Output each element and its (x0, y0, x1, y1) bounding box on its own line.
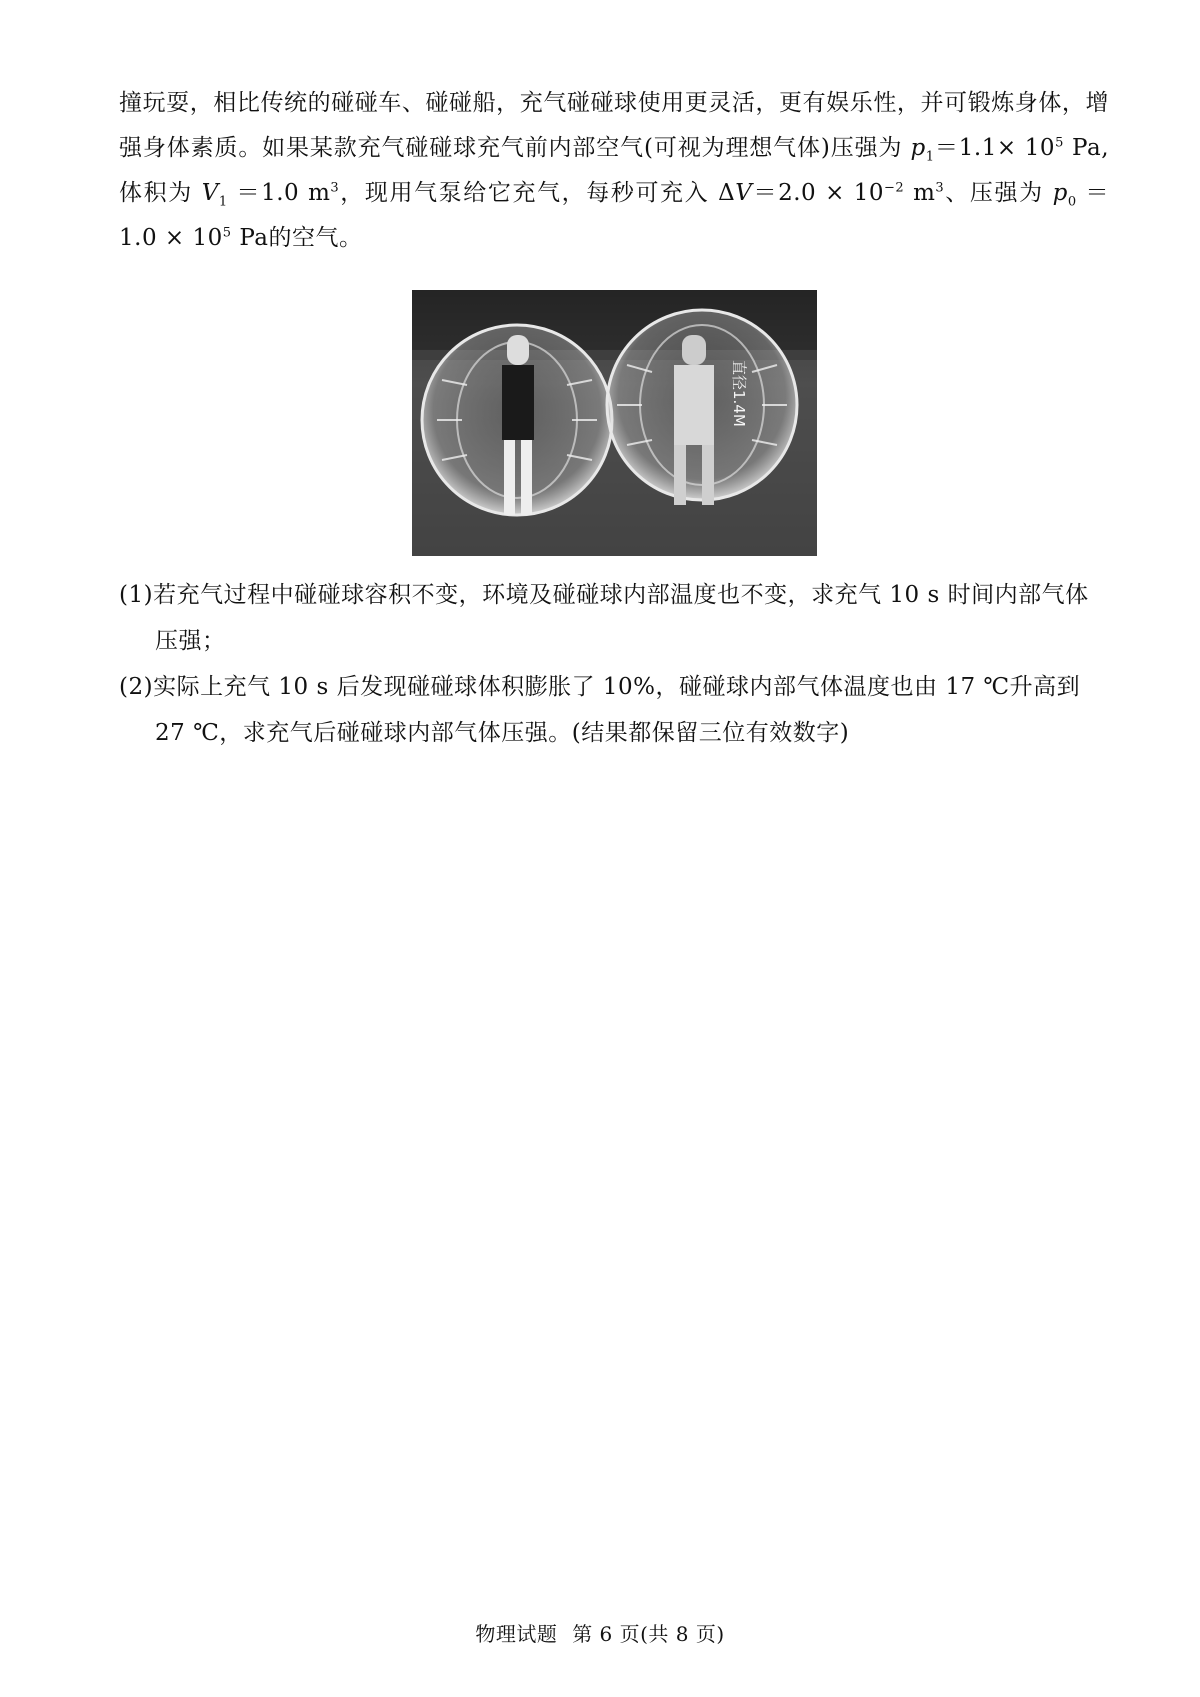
ball-diameter-label: 直径1.4M (730, 360, 748, 427)
bumper-ball-illustration (412, 290, 817, 556)
bumper-ball-photo (412, 290, 817, 556)
person-head-right (682, 335, 706, 365)
intro-line-2: 强身体素质。如果某款充气碰碰球充气前内部空气(可视为理想气体)压强为 $p_1=1.1\times 10^5$ Pa, (119, 135, 1110, 165)
bumper-ball-left (422, 325, 612, 515)
page-footer (0, 1618, 1200, 1647)
person-body-right (674, 365, 714, 445)
question-2-line-2: 27 ℃，求充气后碰碰球内部气体压强。(结果都保留三位有效数字) (155, 720, 850, 746)
question-1-line-1: (1)若充气过程中碰碰球容积不变，环境及碰碰球内部温度也不变，求充气 10 s 时间内部气体 (119, 582, 1089, 608)
footer-subject: 物理试题 (475, 1622, 558, 1646)
footer-page-number: 第 6 页(共 8 页) (572, 1622, 725, 1646)
person-head-left (507, 335, 529, 365)
intro-line-1: 撞玩耍，相比传统的碰碰车、碰碰船，充气碰碰球使用更灵活，更有娱乐性，并可锻炼身体，增 (119, 90, 1109, 116)
question-1-line-2: 压强； (155, 628, 226, 654)
intro-line-3: 体积为 $V_1 =1.0$ $m^3$，现用气泵给它充气，每秒可充入 $\Delta V=2.0 \times 10^{-2}$ $m^3$、压强为 $p_0$ ＝ (119, 180, 1110, 210)
question-2-line-1: (2)实际上充气 10 s 后发现碰碰球体积膨胀了 10%，碰碰球内部气体温度也由 17 ℃升高到 (119, 674, 1081, 700)
intro-line-4: $1.0 \times 10^5$ Pa的空气。 (119, 225, 363, 251)
person-body-left (502, 365, 534, 440)
